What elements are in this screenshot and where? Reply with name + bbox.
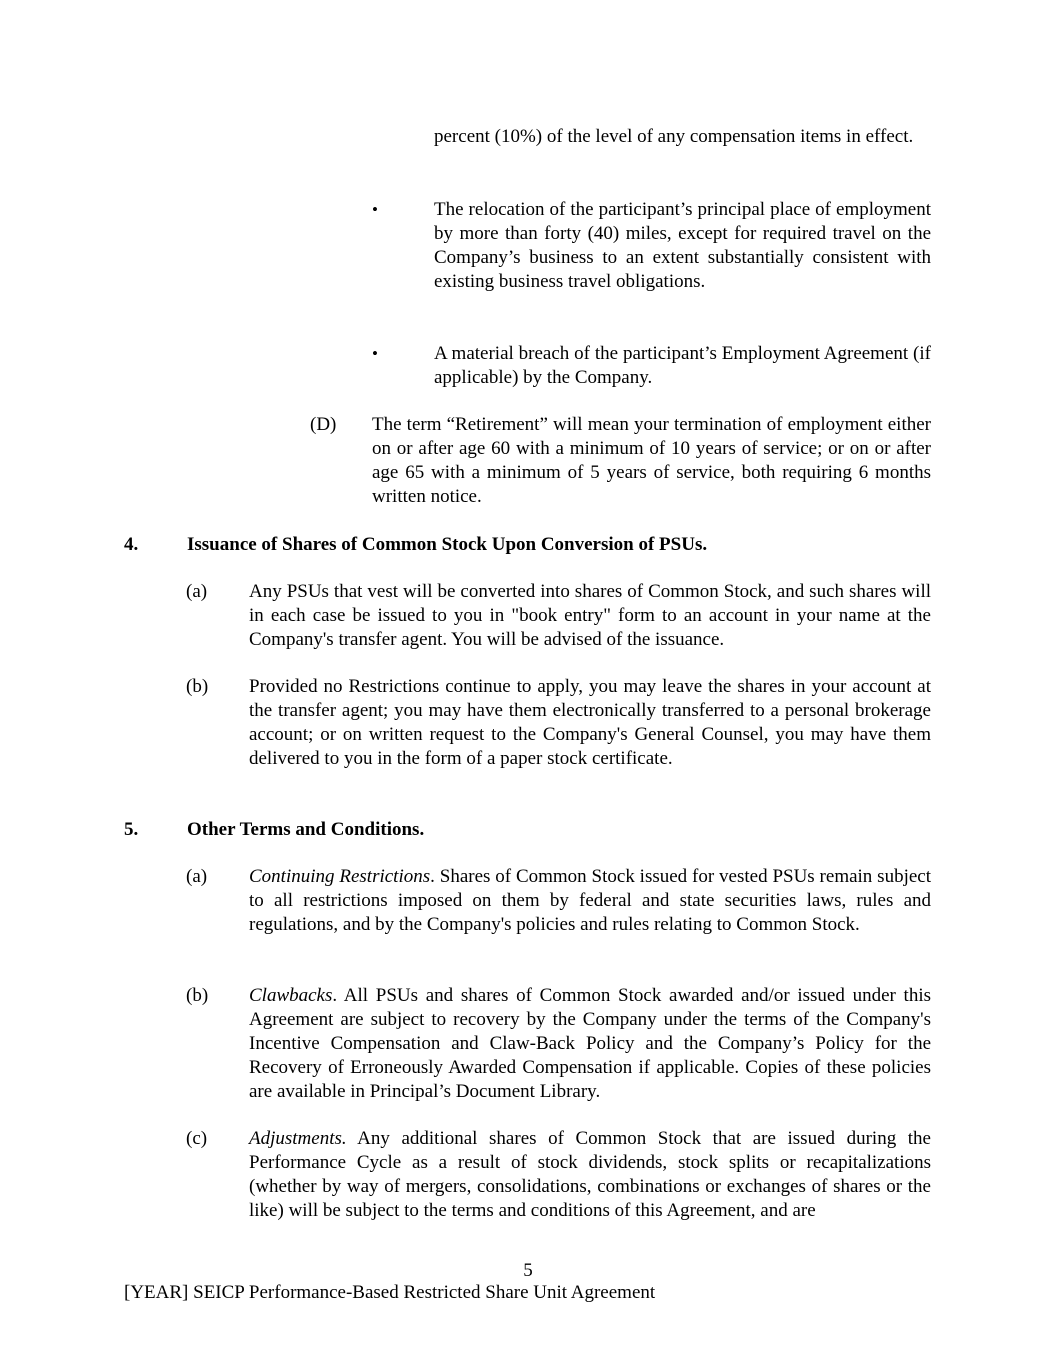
section-number: 4. [124, 534, 139, 555]
item-body: . Shares of Common Stock issued for vested PSUs remain subject to all restrictions imposed on them by federal and state securities laws, rules and regulations, and by the Company's policies and rules relating to Common Stock. [249, 866, 931, 935]
section-title: Other Terms and Conditions. [187, 819, 425, 840]
item-label: (b) [186, 676, 209, 697]
item-label: (a) [186, 866, 208, 887]
bullet-marker: • [372, 200, 378, 219]
item-title: Continuing Restrictions [249, 866, 431, 887]
item-body: . All PSUs and shares of Common Stock awarded and/or issued under this Agreement are subject to recovery by the Company under the terms of the Company's Incentive Compensation and Claw-Back Policy and the Company’s Policy for the Recovery of Erroneously Awarded Compensation if applicable. Copies of these policies are available in Principal’s Document Library. [249, 985, 931, 1102]
page-number: 5 [523, 1260, 533, 1281]
clause-retirement-text: The term “Retirement” will mean your termination of employment either on or after age 60 with a minimum of 10 years of service; or on or after age 65 with a minimum of 5 years of service, both requiring 6 months written notice. [372, 414, 931, 507]
bullet-item-relocation: The relocation of the participant’s principal place of employment by more than forty (40) miles, except for required travel on the Company’s business to an extent substantially consistent with existing business travel obligations. [434, 199, 931, 292]
item-title: Clawbacks [249, 985, 333, 1006]
clause-label: (D) [310, 414, 337, 435]
section-title: Issuance of Shares of Common Stock Upon Conversion of PSUs. [187, 534, 708, 555]
item-label: (a) [186, 581, 208, 602]
bullet-marker: • [372, 344, 378, 363]
bullet-item-breach: A material breach of the participant’s Employment Agreement (if applicable) by the Company. [434, 343, 931, 388]
item-body: Any additional shares of Common Stock that are issued during the Performance Cycle as a result of stock dividends, stock splits or recapitalizations (whether by way of mergers, consolidations, combinations or exchanges of shares or the like) will be subject to the terms and conditions of this Agreement, and are [249, 1128, 931, 1221]
item-title: Adjustments. [249, 1128, 347, 1149]
footer-title: [YEAR] SEICP Performance-Based Restricted Share Unit Agreement [124, 1282, 656, 1303]
item-text [249, 1127, 931, 1223]
section-number: 5. [124, 819, 139, 840]
item-text: Provided no Restrictions continue to apply, you may leave the shares in your account at the transfer agent; you may have them electronically transferred to a personal brokerage account; or on written request to the Company's General Counsel, you may have them delivered to you in the form of a paper stock certificate. [249, 676, 931, 769]
item-text [249, 865, 931, 937]
item-text [249, 984, 931, 1104]
item-label: (c) [186, 1128, 208, 1149]
item-text: Any PSUs that vest will be converted into shares of Common Stock, and such shares will in each case be issued to you in "book entry" form to an account in your name at the Company's transfer agent. You will be advised of the issuance. [249, 581, 931, 650]
item-label: (b) [186, 985, 209, 1006]
bullet-continuation: percent (10%) of the level of any compensation items in effect. [434, 126, 914, 147]
